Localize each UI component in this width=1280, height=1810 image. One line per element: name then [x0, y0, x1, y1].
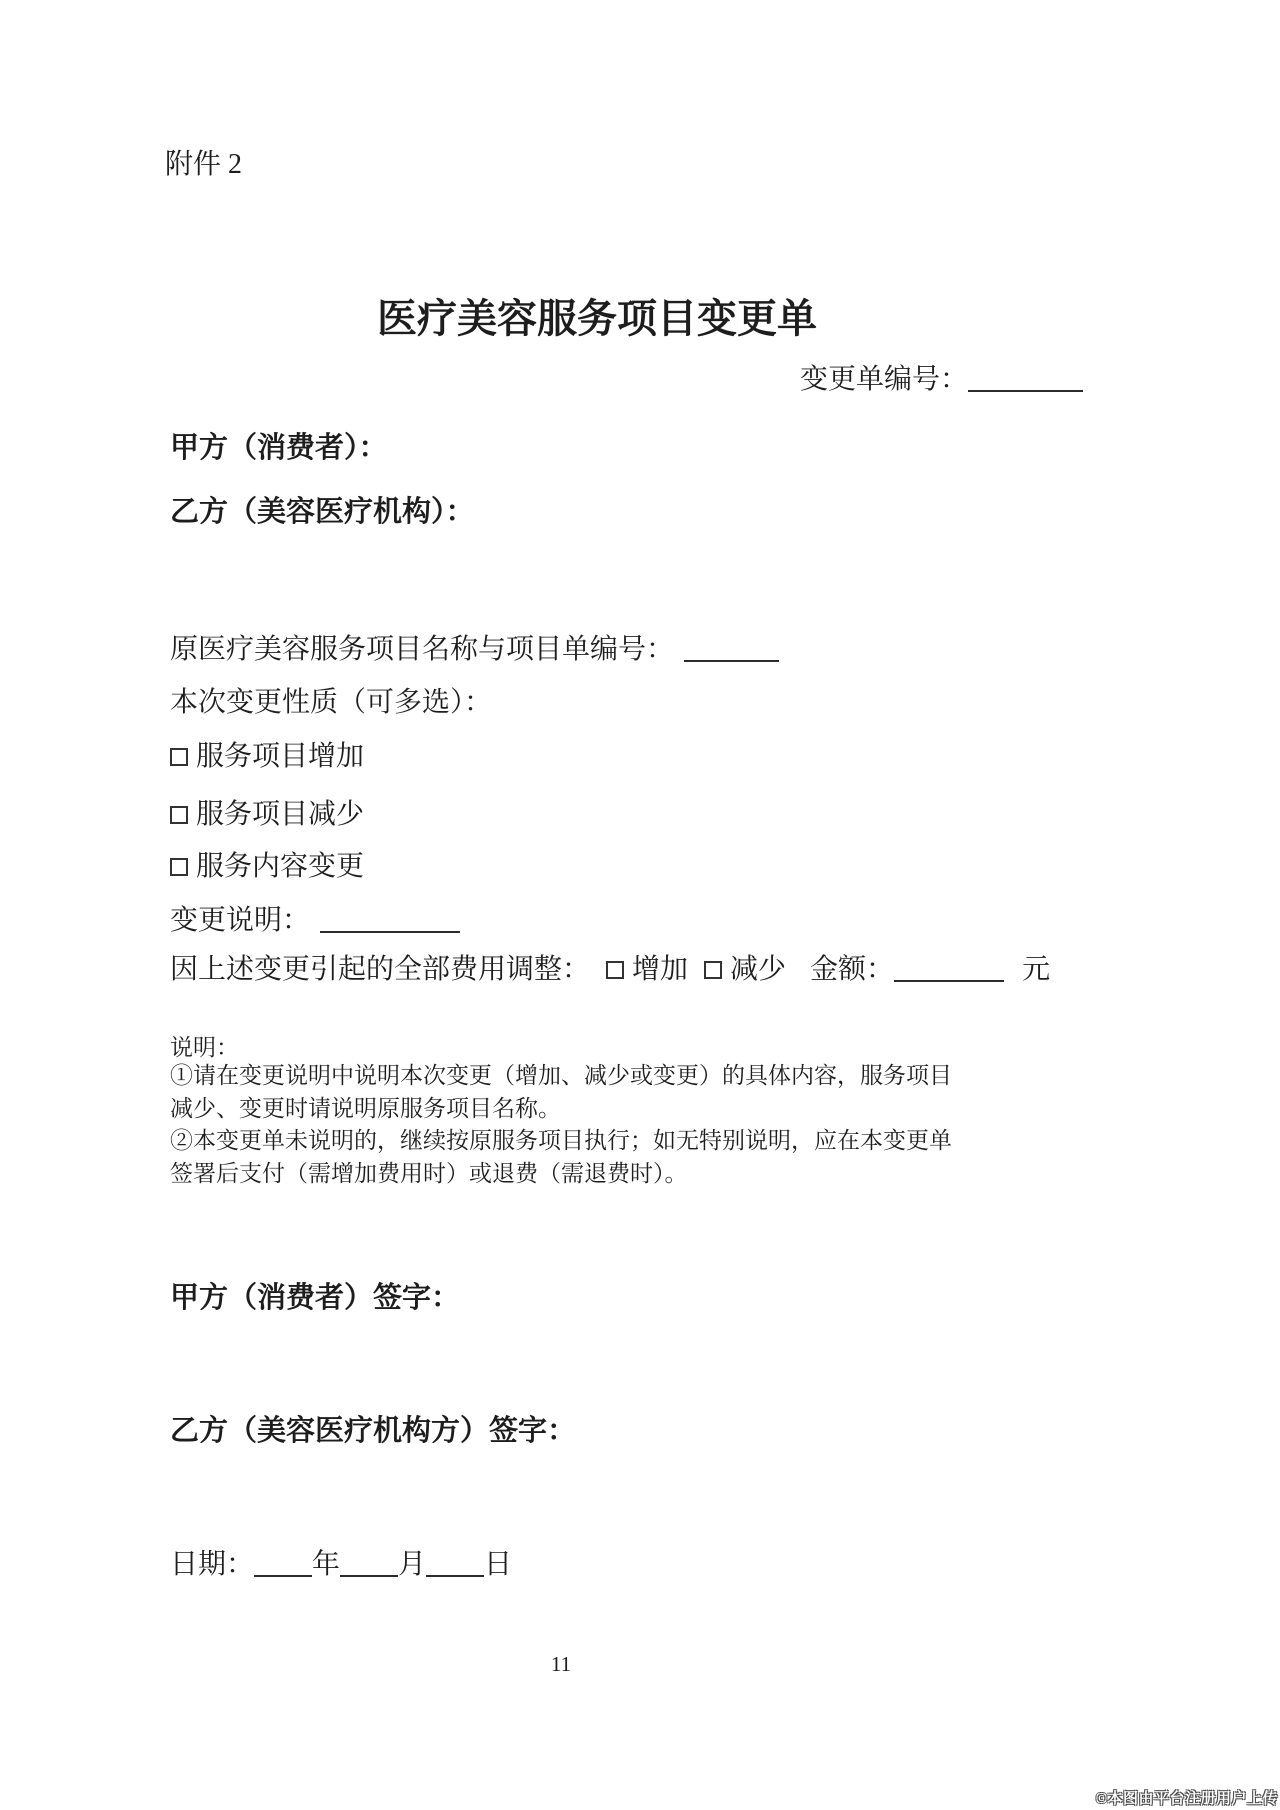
- date-month-blank[interactable]: [340, 1569, 398, 1577]
- checkbox-label: 服务项目增加: [196, 741, 365, 772]
- form-number-line: [800, 362, 1083, 397]
- note-line-1: ①请在变更说明中说明本次变更（增加、减少或变更）的具体内容，服务项目: [170, 1063, 952, 1088]
- fee-adjustment-line: [170, 952, 1050, 987]
- notes-heading: 说明：: [170, 1035, 239, 1060]
- fee-adjustment-label: 因上述变更引起的全部费用调整：: [170, 954, 591, 985]
- original-project-line: [170, 632, 779, 667]
- checkbox-unchecked-icon[interactable]: [704, 961, 722, 979]
- checkbox-label: 增加: [632, 954, 689, 985]
- checkbox-fee-increase[interactable]: [606, 954, 688, 985]
- checkbox-unchecked-icon[interactable]: [606, 961, 624, 979]
- date-year-blank[interactable]: [254, 1569, 312, 1577]
- checkbox-unchecked-icon[interactable]: [170, 858, 188, 876]
- original-project-label: 原医疗美容服务项目名称与项目单编号：: [170, 634, 675, 665]
- attachment-label: 附件 2: [165, 149, 243, 180]
- party-b-label: 乙方（美容医疗机构）：: [170, 496, 475, 528]
- party-a-signature-label: 甲方（消费者）签字：: [170, 1282, 461, 1314]
- date-day-blank[interactable]: [426, 1569, 484, 1577]
- checkbox-label: 服务内容变更: [196, 851, 365, 882]
- amount-blank[interactable]: [894, 974, 1004, 982]
- amount-label: 金额：: [810, 954, 895, 985]
- checkbox-row-service-modify[interactable]: [170, 849, 364, 884]
- form-number-blank[interactable]: [968, 384, 1083, 392]
- day-label: 日: [484, 1549, 513, 1580]
- form-number-label: 变更单编号：: [800, 364, 969, 395]
- original-project-blank[interactable]: [684, 654, 779, 662]
- checkbox-label: 服务项目减少: [196, 799, 365, 830]
- date-line: [170, 1547, 512, 1582]
- checkbox-label: 减少: [730, 954, 787, 985]
- year-label: 年: [312, 1549, 341, 1580]
- checkbox-unchecked-icon[interactable]: [170, 806, 188, 824]
- checkbox-row-service-remove[interactable]: [170, 797, 364, 832]
- note-line-4: 签署后支付（需增加费用时）或退费（需退费时）。: [170, 1161, 688, 1186]
- watermark: ©本图由平台注册用户上传: [1095, 1791, 1278, 1807]
- change-description-label: 变更说明：: [170, 905, 311, 936]
- page-title: 医疗美容服务项目变更单: [377, 296, 817, 341]
- amount-unit: 元: [1022, 954, 1051, 985]
- note-line-2: 减少、变更时请说明原服务项目名称。: [170, 1096, 561, 1121]
- month-label: 月: [398, 1549, 427, 1580]
- party-a-label: 甲方（消费者）：: [170, 432, 388, 464]
- page-number: 11: [550, 1652, 572, 1676]
- checkbox-row-service-add[interactable]: [170, 739, 364, 774]
- checkbox-fee-decrease[interactable]: [704, 954, 786, 985]
- note-line-3: ②本变更单未说明的，继续按原服务项目执行；如无特别说明，应在本变更单: [170, 1128, 952, 1153]
- change-description-blank[interactable]: [320, 925, 460, 933]
- change-nature-label: 本次变更性质（可多选）：: [170, 687, 493, 718]
- party-b-signature-label: 乙方（美容医疗机构方）签字：: [170, 1415, 577, 1447]
- checkbox-unchecked-icon[interactable]: [170, 748, 188, 766]
- change-description-line: [170, 903, 460, 938]
- date-label: 日期：: [170, 1549, 255, 1580]
